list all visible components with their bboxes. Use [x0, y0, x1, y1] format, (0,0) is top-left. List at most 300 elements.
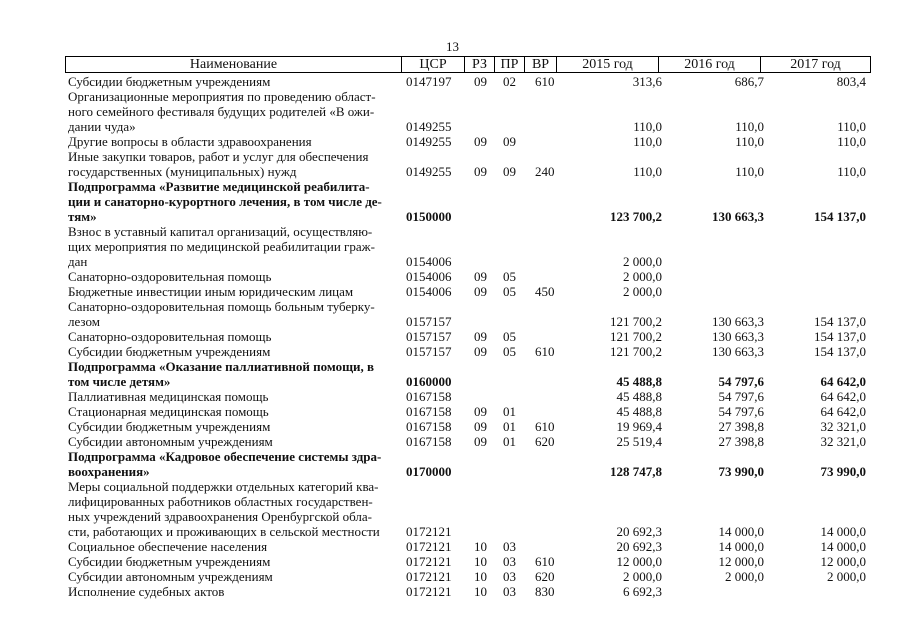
table-row	[0, 134, 905, 149]
cell-y2017: 32 321,0	[820, 419, 866, 434]
header-vr: ВР	[525, 57, 557, 72]
cell-rz	[474, 224, 498, 239]
cell-csr: 0154006	[406, 254, 452, 269]
cell-rz	[474, 209, 498, 224]
cell-pr	[503, 314, 527, 329]
cell-y2016: 110,0	[735, 134, 764, 149]
cell-csr: 0172121	[406, 569, 452, 584]
cell-pr	[503, 299, 527, 314]
cell-y2016: 12 000,0	[718, 554, 764, 569]
cell-name: Иные закупки товаров, работ и услуг для обеспечения	[68, 149, 369, 164]
table-row	[0, 209, 905, 224]
table-row	[0, 509, 905, 524]
cell-pr	[503, 239, 527, 254]
cell-y2016	[668, 179, 764, 194]
cell-rz: 09	[474, 164, 487, 179]
table-header	[65, 56, 871, 73]
cell-vr	[535, 539, 563, 554]
cell-y2017	[770, 104, 866, 119]
cell-pr: 01	[503, 434, 516, 449]
cell-pr: 03	[503, 584, 516, 599]
cell-y2017: 803,4	[836, 74, 866, 89]
table-row	[0, 584, 905, 599]
table-row	[0, 449, 905, 464]
cell-y2017	[770, 89, 866, 104]
cell-csr	[406, 224, 466, 239]
cell-name: Субсидии автономным учреждениям	[68, 434, 273, 449]
cell-name: Исполнение судебных актов	[68, 584, 225, 599]
cell-y2015: 121 700,2	[610, 344, 662, 359]
cell-pr: 05	[503, 329, 516, 344]
cell-name: дании чуда»	[68, 119, 136, 134]
table-row	[0, 494, 905, 509]
cell-vr: 610	[535, 74, 555, 89]
cell-name: дан	[68, 254, 88, 269]
cell-csr: 0157157	[406, 344, 452, 359]
cell-csr: 0167158	[406, 389, 452, 404]
cell-y2017: 110,0	[837, 134, 866, 149]
cell-csr: 0150000	[406, 209, 452, 224]
cell-y2016: 130 663,3	[712, 314, 764, 329]
cell-y2016	[668, 479, 764, 494]
cell-y2015	[566, 104, 662, 119]
header-csr: ЦСР	[402, 57, 465, 72]
table-row	[0, 299, 905, 314]
cell-name: Подпрограмма «Развитие медицинской реабилита-	[68, 179, 370, 194]
cell-y2015: 12 000,0	[616, 554, 662, 569]
cell-y2016: 2 000,0	[725, 569, 764, 584]
cell-name: лезом	[68, 314, 100, 329]
cell-y2015	[566, 449, 662, 464]
cell-y2015	[566, 494, 662, 509]
cell-y2017	[770, 224, 866, 239]
cell-y2017	[770, 449, 866, 464]
cell-pr	[503, 494, 527, 509]
cell-vr	[535, 89, 563, 104]
cell-rz	[474, 119, 498, 134]
table-row	[0, 239, 905, 254]
cell-rz: 09	[474, 329, 487, 344]
cell-y2017	[770, 254, 866, 269]
cell-y2016: 14 000,0	[718, 539, 764, 554]
cell-name: Другие вопросы в области здравоохранения	[68, 134, 312, 149]
cell-y2016	[668, 284, 764, 299]
cell-name: Социальное обеспечение населения	[68, 539, 268, 554]
cell-rz	[474, 299, 498, 314]
cell-name: сти, работающих и проживающих в сельской местности	[68, 524, 380, 539]
header-pr: ПР	[495, 57, 525, 72]
cell-y2017: 12 000,0	[820, 554, 866, 569]
cell-y2016	[668, 299, 764, 314]
header-rz: РЗ	[465, 57, 495, 72]
cell-pr	[503, 374, 527, 389]
cell-vr	[535, 269, 563, 284]
cell-y2017	[770, 269, 866, 284]
cell-pr	[503, 104, 527, 119]
cell-y2017: 64 642,0	[820, 374, 866, 389]
cell-y2016: 54 797,6	[718, 389, 764, 404]
cell-vr	[535, 119, 563, 134]
cell-rz	[474, 524, 498, 539]
table-row	[0, 149, 905, 164]
cell-csr: 0147197	[406, 74, 452, 89]
cell-pr	[503, 89, 527, 104]
cell-y2015: 6 692,3	[623, 584, 662, 599]
cell-rz: 09	[474, 344, 487, 359]
cell-name: Подпрограмма «Оказание паллиативной помощи, в	[68, 359, 375, 374]
cell-vr	[535, 224, 563, 239]
cell-csr	[406, 299, 466, 314]
table-row	[0, 254, 905, 269]
cell-csr: 0154006	[406, 269, 452, 284]
cell-name: Меры социальной поддержки отдельных категорий ква-	[68, 479, 379, 494]
cell-y2016: 27 398,8	[718, 419, 764, 434]
table-row	[0, 104, 905, 119]
cell-csr: 0172121	[406, 524, 452, 539]
table-row	[0, 179, 905, 194]
cell-vr	[535, 239, 563, 254]
cell-y2017	[770, 194, 866, 209]
table-row	[0, 284, 905, 299]
cell-csr	[406, 239, 466, 254]
cell-y2017: 154 137,0	[814, 314, 866, 329]
cell-vr	[535, 254, 563, 269]
table-row	[0, 269, 905, 284]
cell-y2015	[566, 194, 662, 209]
cell-name: Санаторно-оздоровительная помощь	[68, 269, 272, 284]
cell-csr: 0157157	[406, 329, 452, 344]
cell-y2017: 64 642,0	[820, 404, 866, 419]
cell-vr	[535, 464, 563, 479]
cell-y2016	[668, 359, 764, 374]
cell-vr: 620	[535, 569, 555, 584]
cell-csr	[406, 509, 466, 524]
table-row	[0, 434, 905, 449]
cell-name: Субсидии бюджетным учреждениям	[68, 74, 271, 89]
cell-rz	[474, 359, 498, 374]
cell-pr	[503, 389, 527, 404]
cell-y2017	[770, 509, 866, 524]
cell-y2016: 27 398,8	[718, 434, 764, 449]
cell-pr	[503, 479, 527, 494]
header-2017: 2017 год	[790, 57, 841, 72]
cell-y2017	[770, 359, 866, 374]
cell-pr: 03	[503, 569, 516, 584]
cell-csr	[406, 194, 466, 209]
cell-y2015: 110,0	[633, 134, 662, 149]
table-row	[0, 164, 905, 179]
cell-y2016: 130 663,3	[712, 344, 764, 359]
cell-y2016: 130 663,3	[712, 329, 764, 344]
cell-csr	[406, 179, 466, 194]
cell-pr: 02	[503, 74, 516, 89]
cell-pr: 09	[503, 164, 516, 179]
table-row	[0, 374, 905, 389]
cell-rz	[474, 494, 498, 509]
cell-vr	[535, 494, 563, 509]
cell-y2015: 45 488,8	[616, 389, 662, 404]
cell-csr: 0172121	[406, 554, 452, 569]
cell-rz	[474, 449, 498, 464]
cell-vr: 830	[535, 584, 555, 599]
cell-y2016	[668, 224, 764, 239]
cell-y2016	[668, 584, 764, 599]
cell-y2015: 45 488,8	[616, 404, 662, 419]
cell-rz	[474, 239, 498, 254]
cell-y2016: 54 797,6	[718, 404, 764, 419]
cell-rz	[474, 104, 498, 119]
cell-y2015: 121 700,2	[610, 314, 662, 329]
cell-y2015: 110,0	[633, 164, 662, 179]
cell-csr: 0170000	[406, 464, 452, 479]
table-row	[0, 329, 905, 344]
cell-y2016	[668, 269, 764, 284]
cell-vr: 610	[535, 419, 555, 434]
cell-name: ции и санаторно-курортного лечения, в том числе де-	[68, 194, 382, 209]
cell-pr: 01	[503, 419, 516, 434]
cell-pr	[503, 209, 527, 224]
cell-y2017: 154 137,0	[814, 329, 866, 344]
cell-pr	[503, 449, 527, 464]
cell-name: Субсидии бюджетным учреждениям	[68, 344, 271, 359]
cell-y2015	[566, 179, 662, 194]
cell-y2017: 154 137,0	[814, 209, 866, 224]
cell-rz	[474, 149, 498, 164]
cell-rz: 10	[474, 554, 487, 569]
table-row	[0, 389, 905, 404]
cell-vr	[535, 209, 563, 224]
cell-y2017: 110,0	[837, 164, 866, 179]
cell-pr	[503, 179, 527, 194]
cell-y2016: 73 990,0	[718, 464, 764, 479]
cell-y2016: 130 663,3	[712, 209, 764, 224]
cell-y2017: 14 000,0	[820, 539, 866, 554]
cell-y2017	[770, 149, 866, 164]
cell-name: Субсидии автономным учреждениям	[68, 569, 273, 584]
cell-y2016	[668, 104, 764, 119]
cell-y2017	[770, 584, 866, 599]
cell-name: Бюджетные инвестиции иным юридическим лицам	[68, 284, 354, 299]
cell-y2015: 2 000,0	[623, 284, 662, 299]
table-row	[0, 524, 905, 539]
cell-csr	[406, 479, 466, 494]
cell-y2017: 110,0	[837, 119, 866, 134]
cell-rz: 09	[474, 419, 487, 434]
cell-y2015	[566, 239, 662, 254]
cell-y2016	[668, 449, 764, 464]
cell-name: Субсидии бюджетным учреждениям	[68, 554, 271, 569]
cell-y2016	[668, 254, 764, 269]
cell-y2017	[770, 179, 866, 194]
cell-pr: 05	[503, 344, 516, 359]
cell-y2016: 14 000,0	[718, 524, 764, 539]
cell-csr: 0157157	[406, 314, 452, 329]
table-row	[0, 539, 905, 554]
cell-name: Стационарная медицинская помощь	[68, 404, 269, 419]
cell-pr	[503, 224, 527, 239]
cell-pr	[503, 254, 527, 269]
cell-y2016: 110,0	[735, 164, 764, 179]
cell-csr: 0167158	[406, 404, 452, 419]
cell-y2016	[668, 494, 764, 509]
cell-y2015	[566, 224, 662, 239]
cell-vr	[535, 314, 563, 329]
cell-y2017	[770, 494, 866, 509]
cell-csr: 0160000	[406, 374, 452, 389]
header-2016: 2016 год	[659, 57, 761, 72]
cell-y2015	[566, 359, 662, 374]
cell-rz: 09	[474, 134, 487, 149]
table-row	[0, 89, 905, 104]
cell-rz: 10	[474, 584, 487, 599]
cell-name: том числе детям»	[68, 374, 171, 389]
cell-y2017: 73 990,0	[820, 464, 866, 479]
cell-csr	[406, 494, 466, 509]
table-row	[0, 314, 905, 329]
cell-vr: 610	[535, 344, 555, 359]
cell-y2015: 20 692,3	[616, 539, 662, 554]
table-row	[0, 569, 905, 584]
table-body	[0, 74, 905, 599]
cell-rz	[474, 314, 498, 329]
cell-csr	[406, 449, 466, 464]
cell-y2016: 110,0	[735, 119, 764, 134]
cell-csr: 0172121	[406, 584, 452, 599]
cell-name: щих мероприятия по медицинской реабилитации граж-	[68, 239, 375, 254]
cell-rz	[474, 509, 498, 524]
cell-y2015: 110,0	[633, 119, 662, 134]
table-row	[0, 479, 905, 494]
cell-y2015: 19 969,4	[616, 419, 662, 434]
cell-csr	[406, 149, 466, 164]
cell-rz: 09	[474, 74, 487, 89]
cell-vr: 620	[535, 434, 555, 449]
cell-csr	[406, 359, 466, 374]
cell-name: ного семейного фестиваля будущих родителей «В ожи-	[68, 104, 375, 119]
cell-vr	[535, 179, 563, 194]
header-2015: 2015 год	[557, 57, 659, 72]
cell-y2016: 54 797,6	[718, 374, 764, 389]
cell-y2016	[668, 194, 764, 209]
page-number: 13	[446, 39, 459, 54]
cell-vr	[535, 194, 563, 209]
table-row	[0, 74, 905, 89]
cell-pr: 03	[503, 554, 516, 569]
cell-rz	[474, 374, 498, 389]
cell-y2017: 2 000,0	[827, 569, 866, 584]
cell-csr: 0172121	[406, 539, 452, 554]
cell-rz	[474, 89, 498, 104]
cell-y2015: 2 000,0	[623, 254, 662, 269]
table-row	[0, 119, 905, 134]
cell-vr	[535, 299, 563, 314]
cell-csr: 0149255	[406, 134, 452, 149]
cell-rz	[474, 179, 498, 194]
cell-pr	[503, 194, 527, 209]
cell-rz	[474, 479, 498, 494]
cell-name: ных учреждений здравоохранения Оренбургской обла-	[68, 509, 372, 524]
cell-name: Подпрограмма «Кадровое обеспечение системы здра-	[68, 449, 382, 464]
cell-csr: 0149255	[406, 119, 452, 134]
cell-y2016	[668, 149, 764, 164]
cell-rz: 09	[474, 269, 487, 284]
cell-y2015: 25 519,4	[616, 434, 662, 449]
table-row	[0, 419, 905, 434]
cell-pr	[503, 119, 527, 134]
cell-vr	[535, 449, 563, 464]
cell-name: Паллиативная медицинская помощь	[68, 389, 269, 404]
cell-y2015: 2 000,0	[623, 569, 662, 584]
cell-name: Организационные мероприятия по проведению област-	[68, 89, 376, 104]
cell-rz	[474, 254, 498, 269]
cell-y2016: 686,7	[734, 74, 764, 89]
cell-vr	[535, 524, 563, 539]
cell-y2015: 128 747,8	[610, 464, 662, 479]
cell-pr	[503, 149, 527, 164]
cell-pr: 05	[503, 284, 516, 299]
cell-y2015	[566, 509, 662, 524]
cell-y2015: 2 000,0	[623, 269, 662, 284]
header-name: Наименование	[66, 57, 402, 72]
cell-rz	[474, 194, 498, 209]
cell-y2017	[770, 479, 866, 494]
cell-rz: 09	[474, 434, 487, 449]
cell-name: лифицированных работников областных государствен-	[68, 494, 373, 509]
cell-name: Взнос в уставный капитал организаций, осуществляю-	[68, 224, 373, 239]
cell-vr	[535, 479, 563, 494]
cell-pr: 01	[503, 404, 516, 419]
cell-y2015: 20 692,3	[616, 524, 662, 539]
cell-vr	[535, 374, 563, 389]
table-row	[0, 344, 905, 359]
cell-vr: 610	[535, 554, 555, 569]
cell-rz	[474, 389, 498, 404]
cell-y2017: 154 137,0	[814, 344, 866, 359]
cell-csr	[406, 89, 466, 104]
cell-rz: 10	[474, 569, 487, 584]
cell-y2017: 14 000,0	[820, 524, 866, 539]
cell-name: государственных (муниципальных) нужд	[68, 164, 297, 179]
cell-pr	[503, 509, 527, 524]
table-row	[0, 224, 905, 239]
table-row	[0, 404, 905, 419]
cell-pr: 09	[503, 134, 516, 149]
cell-y2015	[566, 149, 662, 164]
table-row	[0, 194, 905, 209]
cell-vr	[535, 509, 563, 524]
cell-vr	[535, 389, 563, 404]
cell-rz	[474, 464, 498, 479]
cell-y2017	[770, 299, 866, 314]
cell-rz: 10	[474, 539, 487, 554]
cell-csr: 0149255	[406, 164, 452, 179]
cell-csr: 0167158	[406, 419, 452, 434]
cell-rz: 09	[474, 404, 487, 419]
cell-pr: 03	[503, 539, 516, 554]
table-row	[0, 359, 905, 374]
cell-y2015: 45 488,8	[616, 374, 662, 389]
cell-pr	[503, 359, 527, 374]
cell-y2016	[668, 509, 764, 524]
cell-y2015: 123 700,2	[610, 209, 662, 224]
cell-rz: 09	[474, 284, 487, 299]
cell-vr	[535, 359, 563, 374]
table-row	[0, 464, 905, 479]
cell-vr	[535, 134, 563, 149]
cell-name: Санаторно-оздоровительная помощь больным туберку-	[68, 299, 375, 314]
cell-y2017	[770, 284, 866, 299]
cell-y2015	[566, 89, 662, 104]
